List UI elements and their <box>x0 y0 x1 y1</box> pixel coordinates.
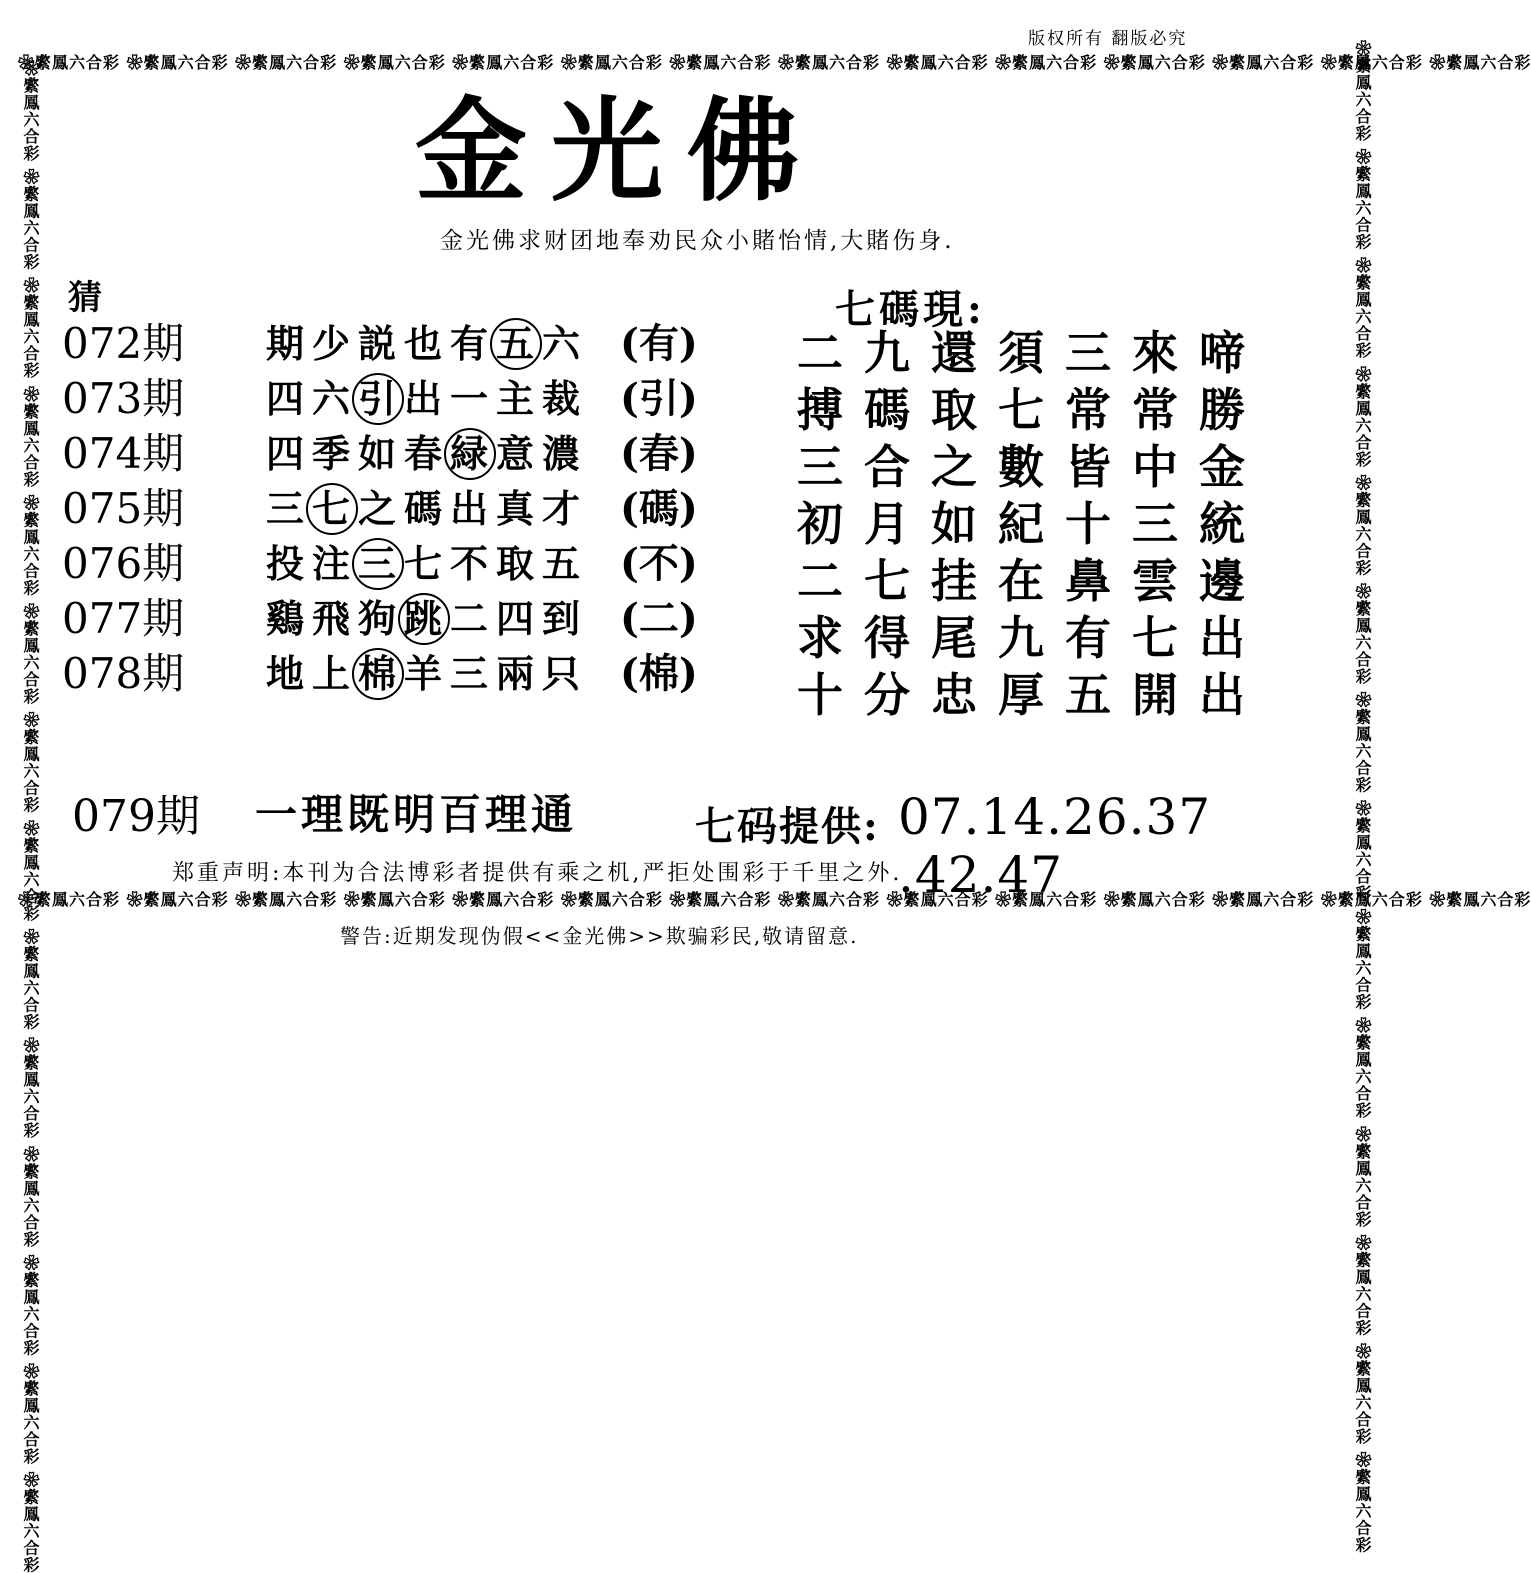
period-label: 078期 <box>62 649 185 698</box>
circled-character: 七 <box>308 483 354 535</box>
verse-character: 三 <box>449 651 488 696</box>
poem-character: 求 <box>797 611 843 665</box>
verse-character: 濃 <box>541 431 580 476</box>
frame-border-bottom: ❀䌠鳳六合彩 ❀䌠鳳六合彩 ❀䌠鳳六合彩 ❀䌠鳳六合彩 ❀䌠鳳六合彩 ❀䌠鳳六合彩 ❀䌠鳳六合彩 ❀䌠鳳六合彩 ❀䌠鳳六合彩 ❀䌠鳳六合彩 ❀䌠鳳六合彩 ❀䌠鳳六合彩 ❀䌠鳳六合彩 ❀䌠鳳六合彩 <box>18 890 1531 909</box>
subtitle: 金光佛求财团地奉劝民众小賭怡情,大賭伤身. <box>440 228 955 254</box>
answer-label: (不) <box>620 540 698 587</box>
poem-character: 忠 <box>931 668 977 722</box>
riddle-row <box>0 318 720 370</box>
poem-character: 取 <box>931 383 977 437</box>
verse-character: 到 <box>541 596 580 641</box>
poem-character: 須 <box>998 326 1044 380</box>
poem-character: 還 <box>931 326 977 380</box>
poem-character: 皆 <box>1065 440 1111 494</box>
next-period-label: 079期 <box>72 791 200 842</box>
poem-character: 七 <box>998 383 1044 437</box>
poem-character: 尾 <box>931 611 977 665</box>
poem-character: 有 <box>1065 611 1111 665</box>
verse-character: 意 <box>495 431 534 476</box>
verse-character: 兩 <box>495 651 534 696</box>
answer-label: (碼) <box>620 485 698 532</box>
poem-character: 數 <box>998 440 1044 494</box>
verse-character: 二 <box>449 596 488 641</box>
poem-character: 九 <box>864 326 910 380</box>
verse-character: 只 <box>541 651 580 696</box>
circled-character: 引 <box>354 373 400 425</box>
verse-character: 四 <box>265 376 304 421</box>
frame-border-top: ❀䌠鳳六合彩 ❀䌠鳳六合彩 ❀䌠鳳六合彩 ❀䌠鳳六合彩 ❀䌠鳳六合彩 ❀䌠鳳六合彩 ❀䌠鳳六合彩 ❀䌠鳳六合彩 ❀䌠鳳六合彩 ❀䌠鳳六合彩 ❀䌠鳳六合彩 ❀䌠鳳六合彩 ❀䌠鳳六合彩 ❀䌠鳳六合彩 <box>18 53 1531 72</box>
circled-character: 緑 <box>446 428 492 480</box>
verse-character: 主 <box>495 376 534 421</box>
riddle-row <box>0 483 720 535</box>
verse-character: 真 <box>495 486 534 531</box>
riddle-row <box>0 648 720 700</box>
next-period-verse: 一理既明百理通 <box>255 790 578 839</box>
verse-character: 出 <box>449 486 488 531</box>
verse-character: 不 <box>449 541 488 586</box>
poem-character: 三 <box>1065 326 1111 380</box>
frame-border-left: ❀䌠鳳六合彩 ❀䌠鳳六合彩 ❀䌠鳳六合彩 ❀䌠鳳六合彩 ❀䌠鳳六合彩 ❀䌠鳳六合彩 ❀䌠鳳六合彩 ❀䌠鳳六合彩 ❀䌠鳳六合彩 ❀䌠鳳六合彩 ❀䌠鳳六合彩 ❀䌠鳳六合彩 ❀䌠鳳六合彩 ❀䌠鳳六合彩 <box>21 60 40 1573</box>
seven-numbers-value: 07.14.26.37 .42.47 <box>898 788 1212 904</box>
verse-character: 季 <box>311 431 350 476</box>
verse-character: 六 <box>311 376 350 421</box>
verse-character: 注 <box>311 541 350 586</box>
poem-character: 統 <box>1199 497 1245 551</box>
poem-character: 出 <box>1199 668 1245 722</box>
poem-character: 得 <box>864 611 910 665</box>
poem-character: 初 <box>797 497 843 551</box>
period-label: 073期 <box>62 374 185 423</box>
verse-character: 四 <box>495 596 534 641</box>
poem-character: 在 <box>998 554 1044 608</box>
poem-character: 如 <box>931 497 977 551</box>
verse-character: 春 <box>403 431 442 476</box>
poem-character: 紀 <box>998 497 1044 551</box>
verse-character: 鷄 <box>265 596 304 641</box>
poem-character: 五 <box>1065 668 1111 722</box>
poem-character: 常 <box>1065 383 1111 437</box>
poem-character: 三 <box>797 440 843 494</box>
answer-label: (春) <box>620 430 698 477</box>
verse-character: 狗 <box>357 596 396 641</box>
copyright-notice: 版权所有 翻版必究 <box>1028 29 1188 49</box>
verse-character: 七 <box>403 541 442 586</box>
period-label: 074期 <box>62 429 185 478</box>
warning-notice: 警告:近期发现伪假<<金光佛>>欺骗彩民,敬请留意. <box>340 924 859 948</box>
seven-numbers-label: 七码提供: <box>695 803 880 850</box>
answer-label: (棉) <box>620 650 698 697</box>
poem-character: 搏 <box>797 383 843 437</box>
poem-character: 開 <box>1132 668 1178 722</box>
answer-label: (有) <box>620 320 698 367</box>
circled-character: 跳 <box>400 593 446 645</box>
period-label: 075期 <box>62 484 185 533</box>
answer-label: (引) <box>620 375 698 422</box>
verse-character: 投 <box>265 541 304 586</box>
verse-character: 三 <box>265 486 304 531</box>
poem-character: 常 <box>1132 383 1178 437</box>
verse-character: 地 <box>265 651 304 696</box>
riddle-row <box>0 538 720 590</box>
poem-character: 之 <box>931 440 977 494</box>
poem-character: 碼 <box>864 383 910 437</box>
poem-character: 出 <box>1199 611 1245 665</box>
poem-character: 金 <box>1199 440 1245 494</box>
verse-character: 有 <box>449 321 488 366</box>
poem-character: 鼻 <box>1065 554 1111 608</box>
verse-character: 少 <box>311 321 350 366</box>
riddle-row <box>0 373 720 425</box>
poem-character: 來 <box>1132 326 1178 380</box>
period-label: 076期 <box>62 539 185 588</box>
legal-statement: 郑重声明:本刊为合法博彩者提供有乘之机,严拒处围彩于千里之外. <box>172 861 903 886</box>
poem-character: 三 <box>1132 497 1178 551</box>
poem-character: 十 <box>797 668 843 722</box>
verse-character: 才 <box>541 486 580 531</box>
riddle-row <box>0 593 720 645</box>
verse-character: 説 <box>357 321 396 366</box>
period-label: 072期 <box>62 319 185 368</box>
verse-character: 期 <box>265 321 304 366</box>
poem-character: 厚 <box>998 668 1044 722</box>
verse-character: 一 <box>449 376 488 421</box>
poem-character: 十 <box>1065 497 1111 551</box>
poem-character: 七 <box>1132 611 1178 665</box>
poem-character: 雲 <box>1132 554 1178 608</box>
verse-character: 四 <box>265 431 304 476</box>
poem-character: 九 <box>998 611 1044 665</box>
page-title: 金光佛 <box>415 86 823 217</box>
poem-character: 七 <box>864 554 910 608</box>
poem-character: 月 <box>864 497 910 551</box>
verse-character: 取 <box>495 541 534 586</box>
poem-character: 中 <box>1132 440 1178 494</box>
verse-character: 上 <box>311 651 350 696</box>
verse-character: 也 <box>403 321 442 366</box>
circled-character: 三 <box>354 538 400 590</box>
frame-border-right: ❀䌠鳳六合彩 ❀䌠鳳六合彩 ❀䌠鳳六合彩 ❀䌠鳳六合彩 ❀䌠鳳六合彩 ❀䌠鳳六合彩 ❀䌠鳳六合彩 ❀䌠鳳六合彩 ❀䌠鳳六合彩 ❀䌠鳳六合彩 ❀䌠鳳六合彩 ❀䌠鳳六合彩 ❀䌠鳳六合彩 ❀䌠鳳六合彩 <box>1353 40 1372 1554</box>
poem-character: 分 <box>864 668 910 722</box>
verse-character: 六 <box>541 321 580 366</box>
guess-label: 猜 <box>68 278 102 318</box>
poem-title: 七碼現: <box>835 286 986 333</box>
verse-character: 之 <box>357 486 396 531</box>
poem-character: 勝 <box>1199 383 1245 437</box>
poem-character: 挂 <box>931 554 977 608</box>
poem-character: 邊 <box>1199 554 1245 608</box>
poem-character: 合 <box>864 440 910 494</box>
poem-character: 啼 <box>1199 326 1245 380</box>
verse-character: 如 <box>357 431 396 476</box>
verse-character: 羊 <box>403 651 442 696</box>
poem-character: 二 <box>797 554 843 608</box>
verse-character: 五 <box>541 541 580 586</box>
circled-character: 五 <box>492 318 538 370</box>
poem-character: 二 <box>797 326 843 380</box>
riddle-row <box>0 428 720 480</box>
circled-character: 棉 <box>354 648 400 700</box>
verse-character: 出 <box>403 376 442 421</box>
answer-label: (二) <box>620 595 698 642</box>
verse-character: 裁 <box>541 376 580 421</box>
verse-character: 飛 <box>311 596 350 641</box>
verse-character: 碼 <box>403 486 442 531</box>
period-label: 077期 <box>62 594 185 643</box>
